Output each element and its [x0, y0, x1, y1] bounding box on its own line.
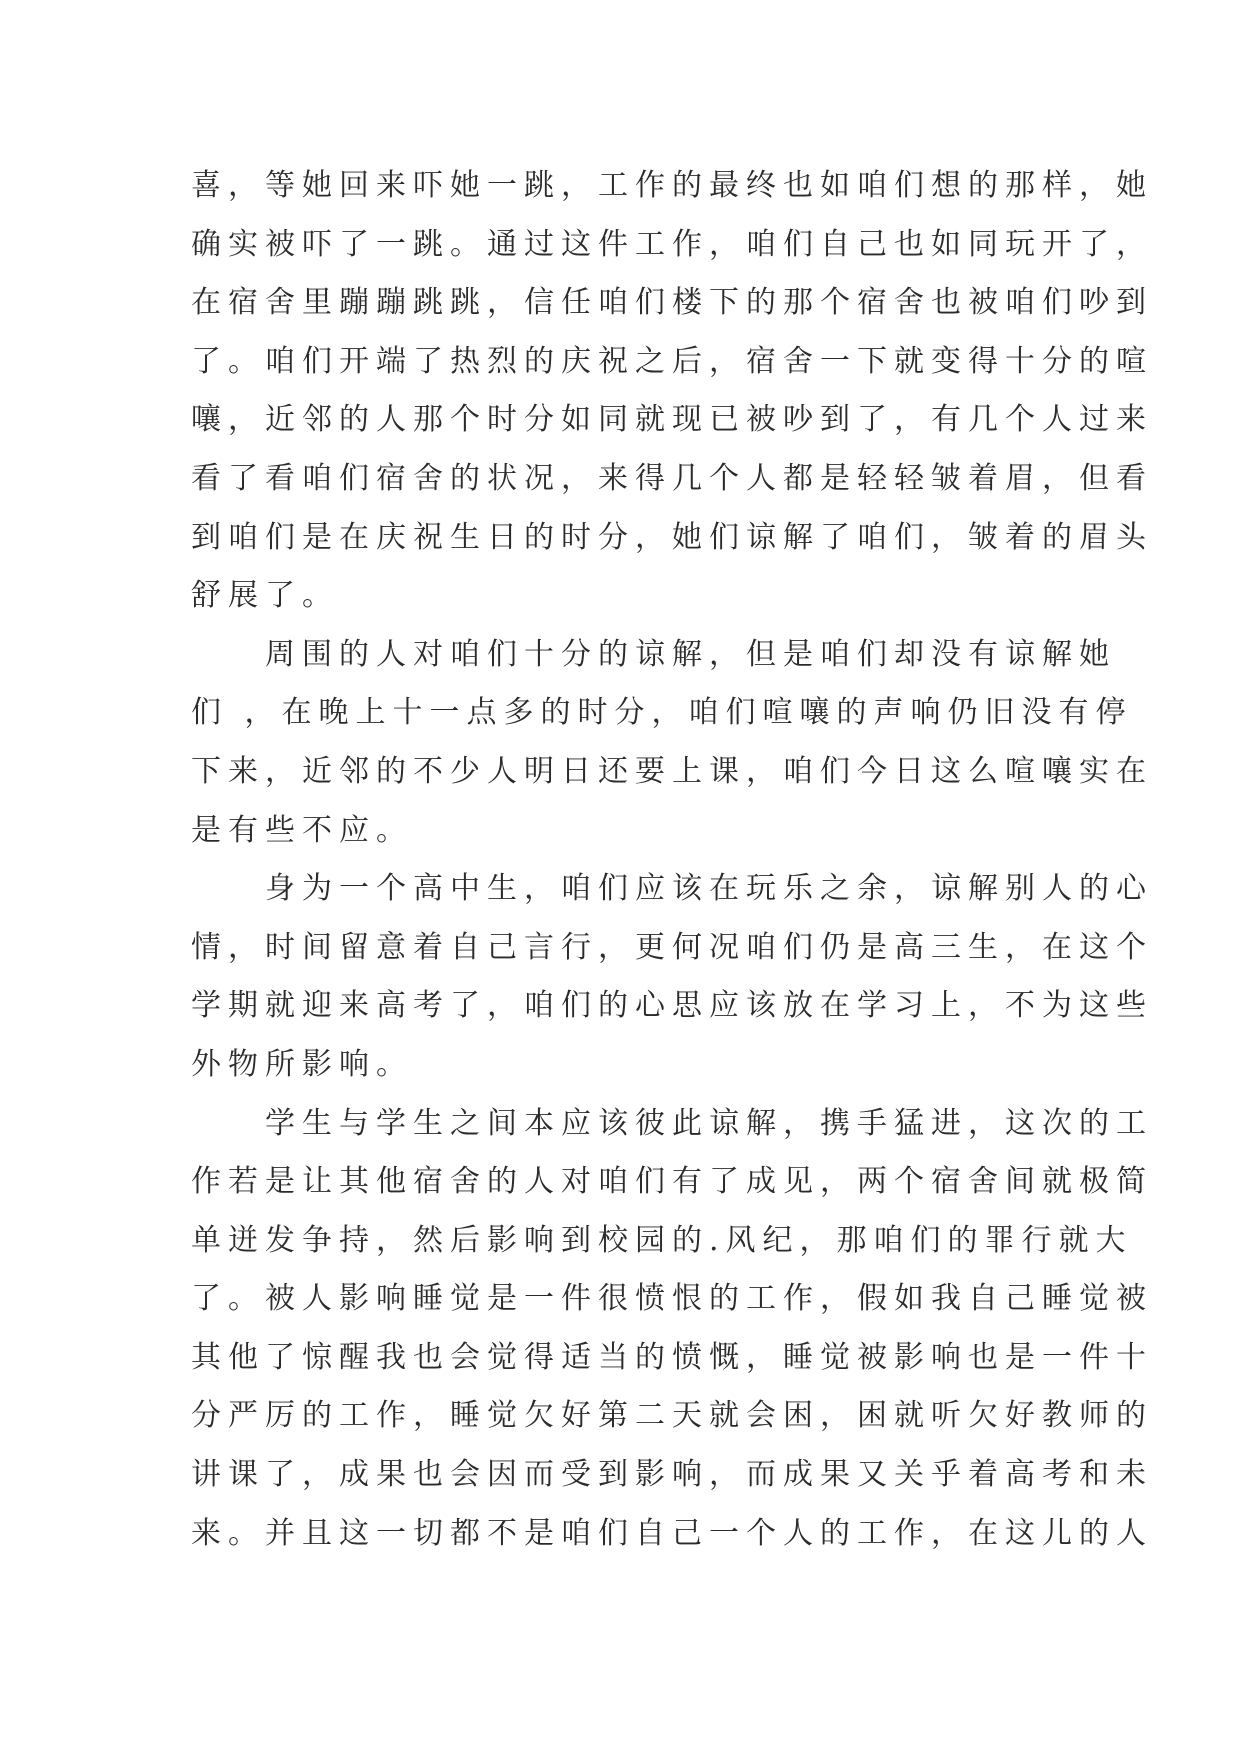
- paragraph-1: [191, 157, 1153, 626]
- text-line: 作若是让其他宿舍的人对咱们有了成见，两个宿舍间就极简: [191, 1164, 1153, 1200]
- text-line: 其他了惊醒我也会觉得适当的愤慨，睡觉被影响也是一件十: [191, 1339, 1153, 1375]
- text-line: 在宿舍里蹦蹦跳跳，信任咱们楼下的那个宿舍也被咱们吵到: [191, 285, 1153, 321]
- paragraph-3: [191, 860, 1153, 1094]
- paragraph-4: [191, 1095, 1153, 1564]
- text-line: 了。咱们开端了热烈的庆祝之后，宿舍一下就变得十分的喧: [191, 343, 1153, 379]
- text-line: 了。被人影响睡觉是一件很愤恨的工作，假如我自己睡觉被: [191, 1281, 1153, 1317]
- text-line: 讲课了，成果也会因而受到影响，而成果又关乎着高考和未: [191, 1457, 1153, 1493]
- text-line: 看了看咱们宿舍的状况，来得几个人都是轻轻皱着眉，但看: [191, 460, 1153, 496]
- document-body: [191, 157, 1153, 1563]
- text-line: 分严厉的工作，睡觉欠好第二天就会困，困就听欠好教师的: [191, 1398, 1153, 1434]
- text-line: 是有些不应。: [191, 812, 413, 848]
- text-line: 确实被吓了一跳。通过这件工作，咱们自己也如同玩开了，: [191, 226, 1153, 262]
- text-line: 学期就迎来高考了，咱们的心思应该放在学习上，不为这些: [191, 988, 1153, 1024]
- text-line: 到咱们是在庆祝生日的时分，她们谅解了咱们，皱着的眉头: [191, 519, 1153, 555]
- text-line: 学生与学生之间本应该彼此谅解，携手猛进，这次的工: [265, 1105, 1153, 1141]
- paragraph-2: [191, 626, 1153, 860]
- text-line: 嚷，近邻的人那个时分如同就现已被吵到了，有几个人过来: [191, 402, 1153, 438]
- text-line: 喜，等她回来吓她一跳，工作的最终也如咱们想的那样，她: [191, 168, 1153, 203]
- text-line: 情，时间留意着自己言行，更何况咱们仍是高三生，在这个: [191, 929, 1153, 965]
- text-line: 单迸发争持，然后影响到校园的.风纪，那咱们的罪行就大: [191, 1222, 1133, 1258]
- text-line: 外物所影响。: [191, 1046, 413, 1082]
- text-line: 来。并且这一切都不是咱们自己一个人的工作，在这儿的人: [191, 1515, 1153, 1551]
- text-line: 身为一个高中生，咱们应该在玩乐之余，谅解别人的心: [265, 871, 1153, 907]
- text-line: 周围的人对咱们十分的谅解，但是咱们却没有谅解她: [265, 636, 1116, 672]
- text-line: 舒展了。: [191, 578, 339, 614]
- text-line: 下来，近邻的不少人明日还要上课，咱们今日这么喧嚷实在: [191, 753, 1153, 789]
- text-line: 们 ，在晚上十一点多的时分，咱们喧嚷的声响仍旧没有停: [191, 695, 1133, 731]
